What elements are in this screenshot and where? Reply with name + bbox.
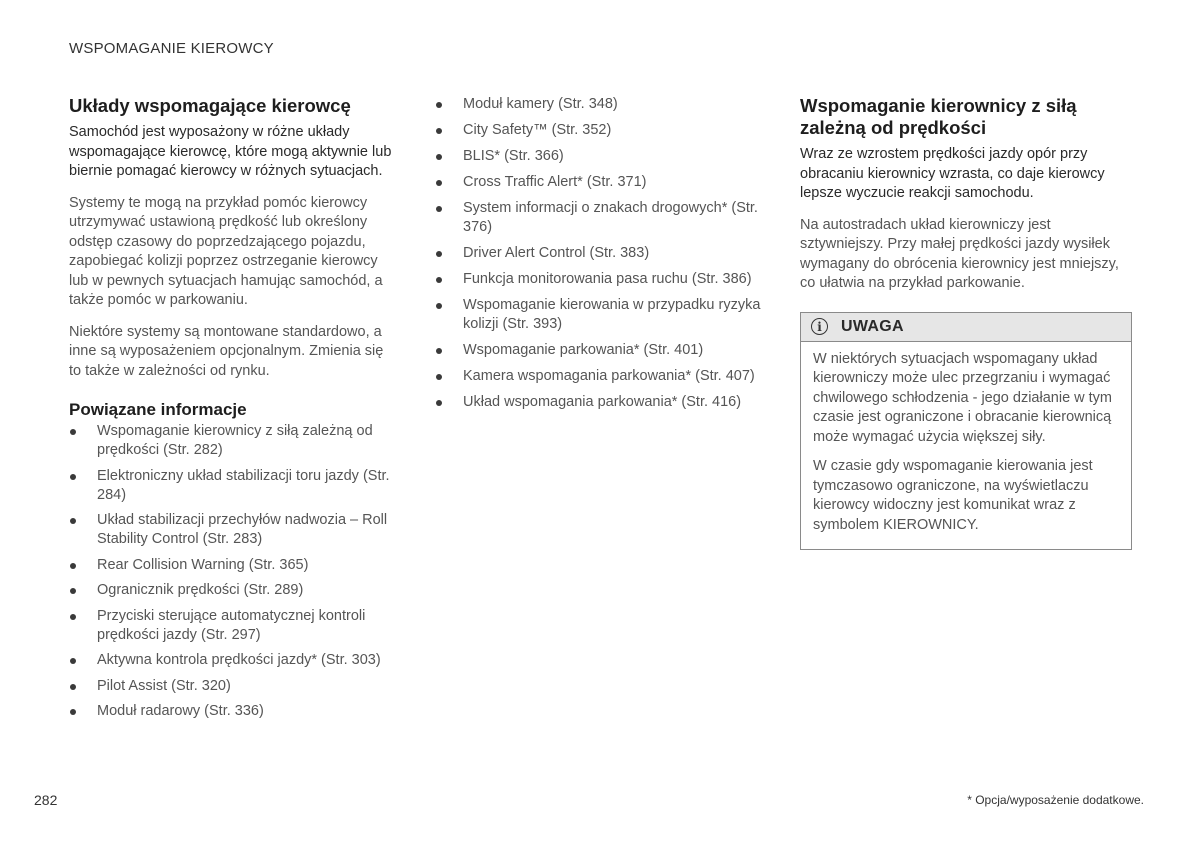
bullet-icon xyxy=(436,206,442,212)
list-item[interactable]: Wspomaganie kierownicy z siłą zależną od prędkości (Str. 282) xyxy=(69,422,397,460)
list-item[interactable]: City Safety™ (Str. 352) xyxy=(435,121,770,140)
lead-paragraph: Wraz ze wzrostem prędkości jazdy opór przy obracaniu kierownicy wzrasta, co daje kierowcy lepsze wyczucie reakcji samochodu. xyxy=(800,146,1105,201)
bullet-icon xyxy=(70,588,76,594)
note-paragraph: W czasie gdy wspomaganie kierowania jest tymczasowo ograniczone, na wyświetlaczu kierowcy widoczny jest komunikat wraz z symbolem KIEROWNICY. xyxy=(813,458,1093,533)
list-item[interactable]: Kamera wspomagania parkowania* (Str. 407) xyxy=(435,367,770,386)
note-box xyxy=(800,312,1132,551)
note-title: UWAGA xyxy=(841,317,904,335)
list-item[interactable]: Ogranicznik prędkości (Str. 289) xyxy=(69,581,397,600)
bullet-icon xyxy=(70,709,76,715)
list-item[interactable]: Aktywna kontrola prędkości jazdy* (Str. 303) xyxy=(69,651,397,670)
column-right xyxy=(800,92,1132,550)
bullet-icon xyxy=(436,128,442,134)
bullet-icon xyxy=(436,400,442,406)
bullet-icon xyxy=(70,658,76,664)
info-icon: i xyxy=(811,318,828,335)
column-middle xyxy=(435,95,770,419)
running-header: WSPOMAGANIE KIEROWCY xyxy=(69,40,274,57)
bullet-icon xyxy=(436,251,442,257)
body-paragraph: Niektóre systemy są montowane standardowo, a inne są wyposażeniem opcjonalnym. Zmienia się to także w zależności od rynku. xyxy=(69,323,384,379)
list-item[interactable]: Cross Traffic Alert* (Str. 371) xyxy=(435,173,770,192)
list-item[interactable]: Elektroniczny układ stabilizacji toru jazdy (Str. 284) xyxy=(69,467,397,505)
body-paragraph: Na autostradach układ kierowniczy jest sztywniejszy. Przy małej prędkości jazdy wysiłek wymagany do obrócenia kierownicy jest mniejszy, co ułatwia na przykład parkowanie. xyxy=(800,216,1119,291)
bullet-icon xyxy=(70,563,76,569)
footnote: * Opcja/wyposażenie dodatkowe. xyxy=(967,793,1144,807)
list-item[interactable]: Funkcja monitorowania pasa ruchu (Str. 386) xyxy=(435,270,770,289)
list-item[interactable]: Moduł kamery (Str. 348) xyxy=(435,95,770,114)
bullet-icon xyxy=(70,474,76,480)
list-item[interactable]: Driver Alert Control (Str. 383) xyxy=(435,244,770,263)
list-item[interactable]: BLIS* (Str. 366) xyxy=(435,147,770,166)
note-header xyxy=(801,313,1131,342)
bullet-icon xyxy=(70,684,76,690)
list-item[interactable]: Rear Collision Warning (Str. 365) xyxy=(69,556,397,575)
bullet-icon xyxy=(436,374,442,380)
related-info-list-continued xyxy=(435,95,770,412)
bullet-icon xyxy=(436,348,442,354)
list-item[interactable]: Wspomaganie kierowania w przypadku ryzyka kolizji (Str. 393) xyxy=(435,296,770,334)
bullet-icon xyxy=(436,277,442,283)
bullet-icon xyxy=(436,303,442,309)
note-paragraph: W niektórych sytuacjach wspomagany układ kierowniczy może ulec przegrzaniu i wymagać chwilowego schłodzenia - jego działanie w tym czasie jest ograniczone i obracanie kierownicą może wymagać użycia większej siły. xyxy=(813,350,1113,445)
bullet-icon xyxy=(70,614,76,620)
related-info-heading: Powiązane informacje xyxy=(69,400,247,419)
list-item[interactable]: System informacji o znakach drogowych* (Str. 376) xyxy=(435,199,770,237)
page-number: 282 xyxy=(34,792,58,808)
bullet-icon xyxy=(436,102,442,108)
bullet-icon xyxy=(436,180,442,186)
bullet-icon xyxy=(70,429,76,435)
list-item[interactable]: Przyciski sterujące automatycznej kontroli prędkości jazdy (Str. 297) xyxy=(69,607,397,645)
column-left xyxy=(69,92,397,728)
section-heading: Układy wspomagające kierowcę xyxy=(69,95,351,116)
list-item[interactable]: Pilot Assist (Str. 320) xyxy=(69,677,397,696)
related-info-list xyxy=(69,422,397,721)
section-heading: Wspomaganie kierownicy z siłą zależną od prędkości xyxy=(800,95,1077,138)
bullet-icon xyxy=(70,518,76,524)
lead-paragraph: Samochód jest wyposażony w różne układy wspomagające kierowcę, które mogą aktywnie lub biernie pomagać kierowcy w różnych sytuacjach. xyxy=(69,124,392,179)
list-item[interactable]: Układ stabilizacji przechyłów nadwozia – Roll Stability Control (Str. 283) xyxy=(69,511,397,549)
list-item[interactable]: Moduł radarowy (Str. 336) xyxy=(69,702,397,721)
list-item[interactable]: Układ wspomagania parkowania* (Str. 416) xyxy=(435,393,770,412)
note-body xyxy=(801,342,1131,550)
body-paragraph: Systemy te mogą na przykład pomóc kierowcy utrzymywać ustawioną prędkość lub określony odstęp czasowy do poprzedzającego pojazdu, zapobiegać kolizji poprzez ostrzeganie kierowcy lub w pewnych sytuacjach hamując samochód, a także pomóc w parkowaniu. xyxy=(69,194,383,308)
list-item[interactable]: Wspomaganie parkowania* (Str. 401) xyxy=(435,341,770,360)
bullet-icon xyxy=(436,154,442,160)
